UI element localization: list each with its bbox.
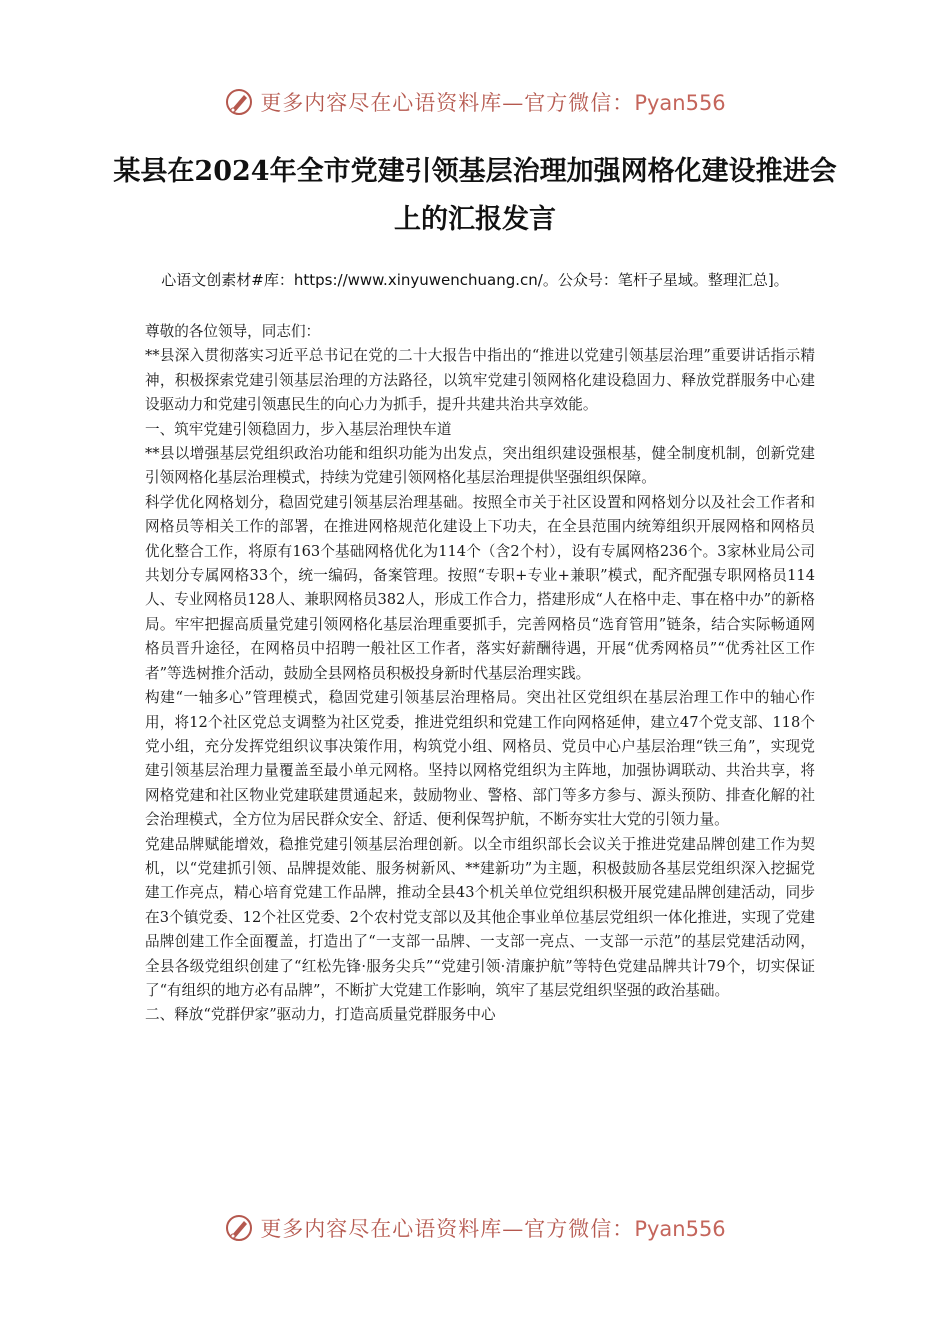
pen-nib-logo-icon: [224, 87, 254, 117]
source-note: 心语文创素材#库：https://www.xinyuwenchuang.cn/。公众号：笔杆子星域。整理汇总]。: [161, 271, 789, 289]
banner-text: 更多内容尽在心语资料库—官方微信：: [260, 91, 635, 115]
section-heading: 二、释放“党群伊家”驱动力，打造高质量党群服务中心: [145, 1006, 496, 1024]
header-banner: [0, 82, 950, 122]
section-heading: 一、筑牢党建引领稳固力，步入基层治理快车道: [145, 420, 452, 438]
body-paragraph: 构建“一轴多心”管理模式，稳固党建引领基层治理格局。突出社区党组织在基层治理工作中的轴心作用，将12个社区党总支调整为社区党委，推进党组织和党建工作向网格延伸，建立47个党支部、118个党小组，充分发挥党组织议事决策作用，构筑党小组、网格员、党员中心户基层治理“铁三角”，实现党建引领基层治理力量覆盖至最小单元网格。坚持以网格党组织为主阵地，加强协调联动、共治共享，将网格党建和社区物业党建联建贯通起来，鼓励物业、警格、部门等多方参与、源头预防、排查化解的社会治理模式，全方位为居民群众安全、舒适、便利保驾护航，不断夯实壮大党的引领力量。: [145, 689, 815, 829]
document-body: [145, 320, 815, 1028]
pen-nib-logo-icon: [224, 1213, 254, 1243]
body-paragraph: **县以增强基层党组织政治功能和组织功能为出发点，突出组织建设强根基，健全制度机制，创新党建引领网格化基层治理模式，持续为党建引领网格化基层治理提供坚强组织保障。: [145, 445, 815, 487]
banner-text: 更多内容尽在心语资料库—官方微信：: [260, 1217, 635, 1241]
footer-banner: [0, 1208, 950, 1248]
body-paragraph: 党建品牌赋能增效，稳推党建引领基层治理创新。以全市组织部长会议关于推进党建品牌创建工作为契机，以“党建抓引领、品牌提效能、服务树新风、**建新功”为主题，积极鼓励各基层党组织深入挖掘党建工作亮点，精心培育党建工作品牌，推动全县43个机关单位党组织积极开展党建品牌创建活动，同步在3个镇党委、12个社区党委、2个农村党支部以及其他企事业单位基层党组织一体化推进，实现了党建品牌创建工作全面覆盖，打造出了“一支部一品牌、一支部一亮点、一支部一示范”的基层党建活动网，全县各级党组织创建了“红松先锋·服务尖兵”“党建引领·清廉护航”等特色党建品牌共计79个，切实保证了“有组织的地方必有品牌”，不断扩大党建工作影响，筑牢了基层党组织坚强的政治基础。: [145, 835, 815, 999]
document-title: 某县在2024年全市党建引领基层治理加强网格化建设推进会上的汇报发言: [113, 156, 837, 235]
body-paragraph: 科学优化网格划分，稳固党建引领基层治理基础。按照全市关于社区设置和网格划分以及社会工作者和网格员等相关工作的部署，在推进网格规范化建设上下功夫，在全县范围内统筹组织开展网格和网格员优化整合工作，将原有163个基础网格优化为114个（含2个村），设有专属网格236个。3家林业局公司共划分专属网格33个，统一编码，备案管理。按照“专职+专业+兼职”模式，配齐配强专职网格员114人、专业网格员128人、兼职网格员382人，形成工作合力，搭建形成“人在格中走、事在格中办”的新格局。牢牢把握高质量党建引领网格化基层治理重要抓手，完善网格员“选育管用”链条，结合实际畅通网格员晋升途径，在网格员中招聘一般社区工作者，落实好薪酬待遇，开展“优秀网格员”“优秀社区工作者”等选树推介活动，鼓励全县网格员积极投身新时代基层治理实践。: [145, 493, 815, 682]
body-paragraph: **县深入贯彻落实习近平总书记在党的二十大报告中指出的“推进以党建引领基层治理”重要讲话指示精神，积极探索党建引领基层治理的方法路径，以筑牢党建引领网格化建设稳固力、释放党群服务中心建设驱动力和党建引领惠民生的向心力为抓手，提升共建共治共享效能。: [145, 347, 815, 414]
banner-wechat-id: Pyan556: [634, 91, 726, 115]
banner-wechat-id: Pyan556: [634, 1217, 726, 1241]
salutation: 尊敬的各位领导，同志们：: [145, 323, 321, 340]
